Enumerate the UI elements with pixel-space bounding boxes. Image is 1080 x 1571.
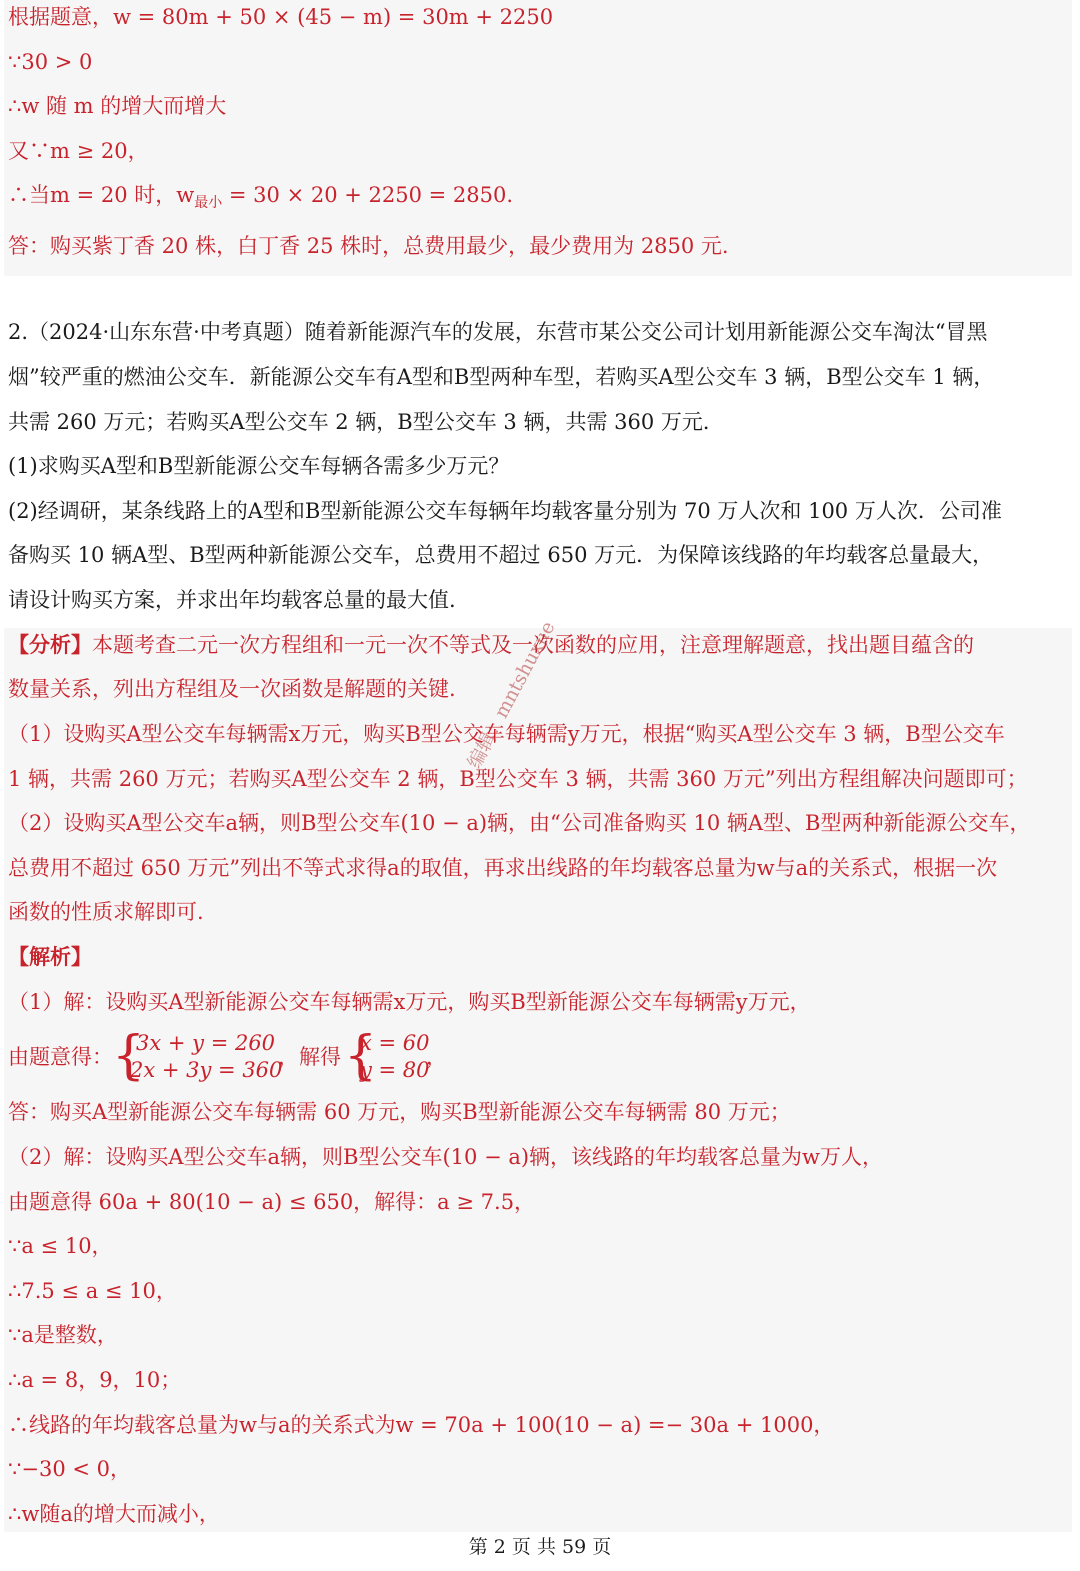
solution-line-1: （1）解：设购买A型新能源公交车每辆需x万元，购买B型新能源公交车每辆需y万元， <box>8 990 811 1014</box>
prev-line-3: ∴w 随 m 的增大而增大 <box>8 94 227 118</box>
equation-2: 2x + 3y = 360 <box>130 1058 283 1082</box>
solution-brace: { <box>344 1026 378 1086</box>
prev-answer: 答：购买紫丁香 20 株，白丁香 25 株时，总费用最少，最少费用为 2850 元. <box>8 234 729 258</box>
prev-line-5-b: = 30 × 20 + 2250 = 2850. <box>222 183 514 207</box>
solution-line-9: ∴a = 8，9，10； <box>8 1368 182 1392</box>
solution-line-5: 由题意得 60a + 80(10 − a) ≤ 650，解得：a ≥ 7.5， <box>8 1190 536 1214</box>
prev-line-2: ∵30 > 0 <box>8 50 93 74</box>
analysis-line-1 <box>8 631 974 659</box>
solution-line-10: ∴线路的年均载客总量为w与a的关系式为w = 70a + 100(10 − a) =− 30a + 1000， <box>8 1413 835 1437</box>
system-mid: ，解得 <box>278 1045 341 1069</box>
solution-tag: 【解析】 <box>8 944 92 969</box>
equation-1: 3x + y = 260 <box>136 1031 276 1055</box>
prev-line-1: 根据题意，w = 80m + 50 × (45 − m) = 30m + 2250 <box>8 5 554 29</box>
problem-line-3: 共需 260 万元；若购买A型公交车 2 辆，B型公交车 3 辆，共需 360 万元． <box>8 410 724 434</box>
solution-line-12: ∴w随a的增大而减小， <box>8 1502 220 1526</box>
question-2-line-1: (2)经调研，某条线路上的A型和B型新能源公交车每辆年均载客量分别为 70 万人次和 100 万人次．公司准 <box>8 499 1002 523</box>
system-end: ， <box>426 1045 447 1069</box>
solution-x: x = 60 <box>360 1031 430 1055</box>
prev-line-5-a: ∴当m = 20 时，w <box>8 183 195 207</box>
watermark: 编辑：mntshuxue <box>463 617 560 773</box>
system-label: 由题意得： <box>8 1045 113 1069</box>
prev-line-4: 又∵m ≥ 20， <box>8 139 149 163</box>
analysis-line-4: 1 辆，共需 260 万元；若购买A型公交车 2 辆，B型公交车 3 辆，共需 360 万元”列出方程组解决问题即可； <box>8 767 1028 791</box>
problem-line-1: 2.（2024·山东东营·中考真题）随着新能源汽车的发展，东营市某公交公司计划用新能源公交车淘汰“冒黑 <box>8 320 988 344</box>
solution-line-7: ∴7.5 ≤ a ≤ 10， <box>8 1279 177 1303</box>
analysis-tag: 【分析】 <box>8 632 92 657</box>
system-brace: { <box>112 1026 146 1086</box>
analysis-line-6: 总费用不超过 650 万元”列出不等式求得a的取值，再求出线路的年均载客总量为w与a的关系式，根据一次 <box>8 856 998 880</box>
question-2-line-2: 备购买 10 辆A型、B型两种新能源公交车，总费用不超过 650 万元．为保障该线路的年均载客总量最大， <box>8 543 994 567</box>
prev-line-5 <box>8 181 513 217</box>
solution-y: y = 80 <box>360 1058 430 1082</box>
solution-answer-1: 答：购买A型新能源公交车每辆需 60 万元，购买B型新能源公交车每辆需 80 万元； <box>8 1100 791 1124</box>
problem-line-2: 烟”较严重的燃油公交车．新能源公交车有A型和B型两种车型，若购买A型公交车 3 辆，B型公交车 1 辆， <box>8 365 995 389</box>
analysis-line-3: （1）设购买A型公交车每辆需x万元，购买B型公交车每辆需y万元，根据“购买A型公交车 3 辆，B型公交车 <box>8 722 1005 746</box>
analysis-line-5: （2）设购买A型公交车a辆，则B型公交车(10 − a)辆，由“公司准备购买 10 辆A型、B型两种新能源公交车， <box>8 811 1031 835</box>
page-footer: 第 2 页 共 59 页 <box>468 1536 612 1558</box>
prev-line-5-sub: 最小 <box>194 195 223 212</box>
analysis-line-7: 函数的性质求解即可. <box>8 900 204 924</box>
solution-line-11: ∵−30 < 0， <box>8 1457 131 1481</box>
solution-line-6: ∵a ≤ 10， <box>8 1234 113 1258</box>
analysis-line-2: 数量关系，列出方程组及一次函数是解题的关键. <box>8 677 456 701</box>
question-2-line-3: 请设计购买方案，并求出年均载客总量的最大值. <box>8 588 456 612</box>
solution-line-4: （2）解：设购买A型公交车a辆，则B型公交车(10 − a)辆，该线路的年均载客总量为w万人， <box>8 1145 884 1169</box>
analysis-text-1: 本题考查二元一次方程组和一元一次不等式及一次函数的应用，注意理解题意，找出题目蕴含的 <box>92 633 974 657</box>
question-1: (1)求购买A型和B型新能源公交车每辆各需多少万元？ <box>8 454 510 478</box>
solution-line-8: ∵a是整数， <box>8 1323 118 1347</box>
